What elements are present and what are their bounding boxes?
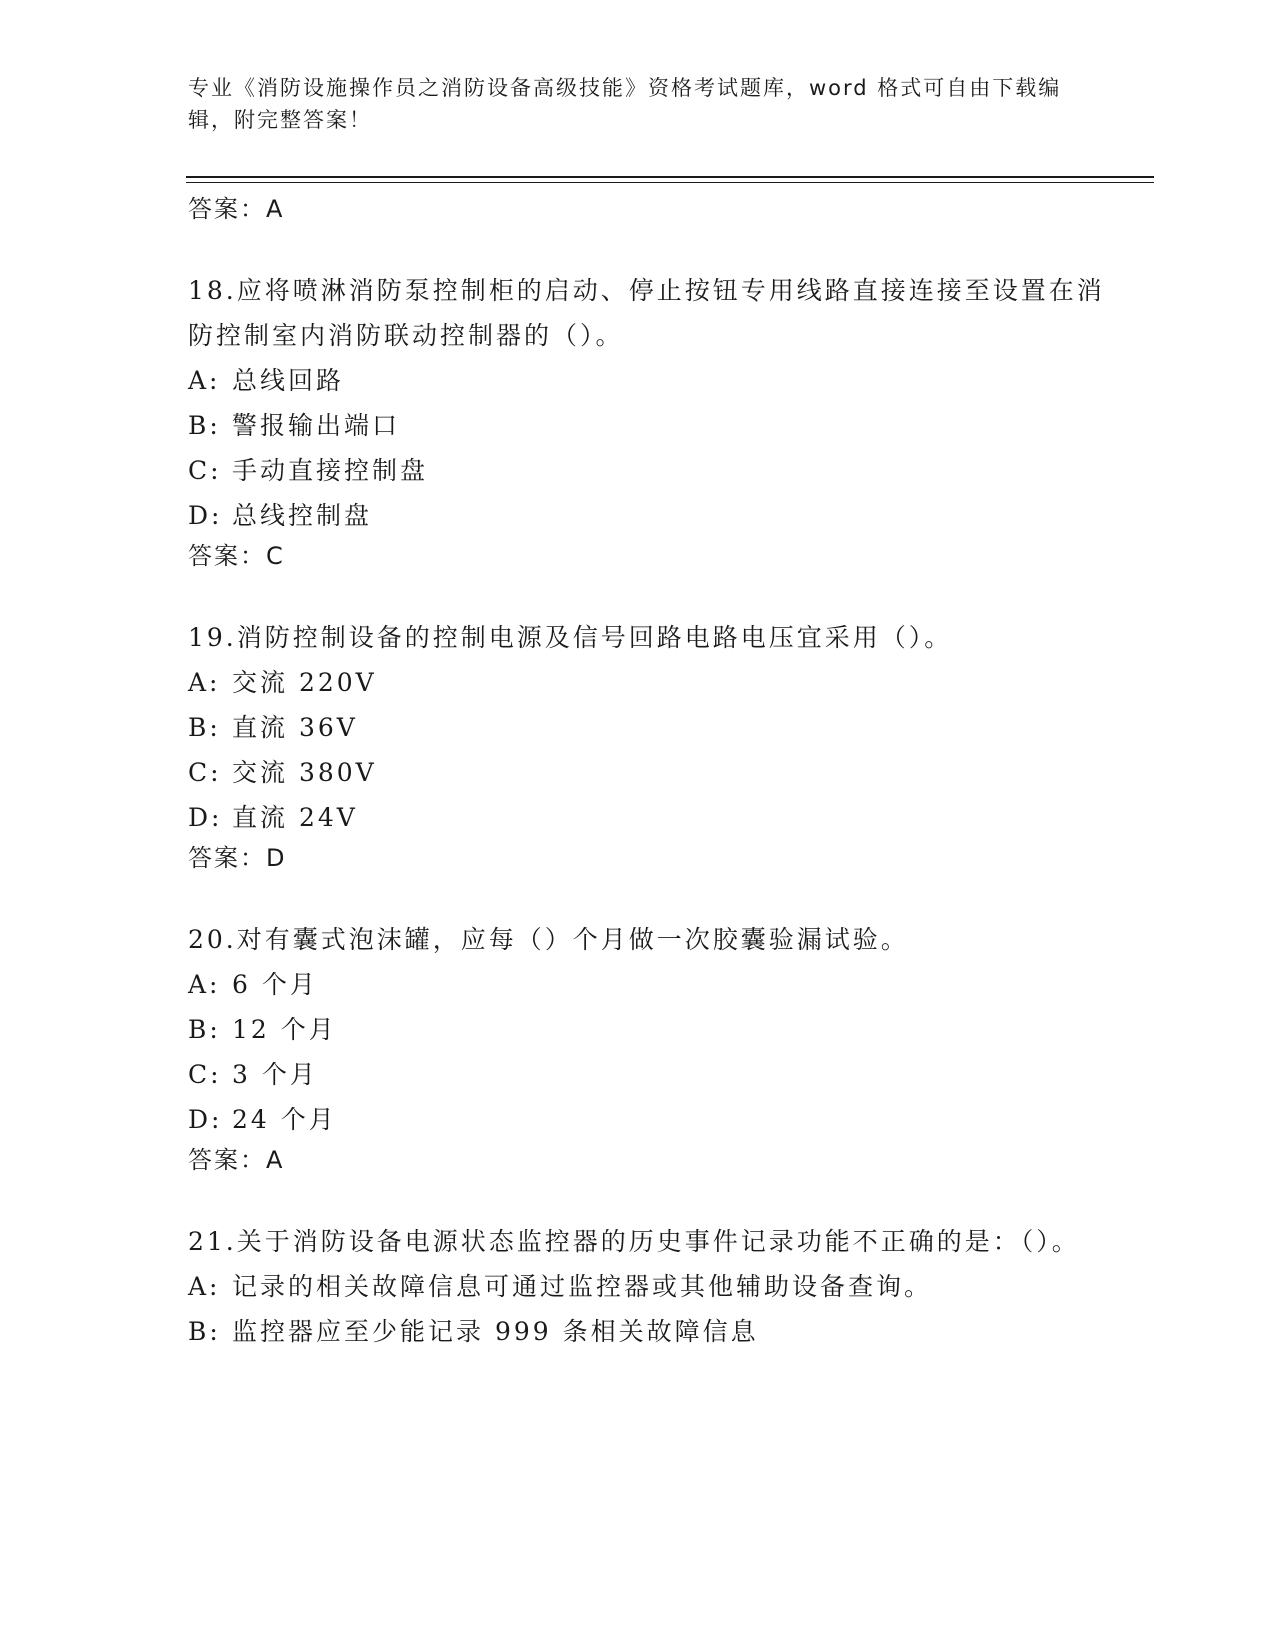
option-key: B: xyxy=(188,411,221,440)
option-key: C: xyxy=(188,456,222,485)
option-key: A: xyxy=(188,970,221,999)
option-a xyxy=(188,358,1108,403)
option-d xyxy=(188,493,1108,538)
option-d xyxy=(188,1097,1108,1142)
option-key: A: xyxy=(188,1272,221,1301)
option-key: C: xyxy=(188,1060,222,1089)
option-text: 记录的相关故障信息可通过监控器或其他辅助设备查询。 xyxy=(232,1272,933,1301)
question-block xyxy=(188,917,1108,1177)
answer-line: 答案：A xyxy=(188,195,285,223)
option-key: C: xyxy=(188,758,222,787)
question-stem: 19.消防控制设备的控制电源及信号回路电路电压宜采用（）。 xyxy=(188,623,953,652)
option-key: D: xyxy=(188,1105,223,1134)
option-key: B: xyxy=(188,713,221,742)
option-text: 交流 220V xyxy=(232,668,377,697)
option-text: 交流 380V xyxy=(232,758,377,787)
answer-line: 答案：D xyxy=(188,844,287,872)
answer-line: 答案：C xyxy=(188,542,285,570)
question-stem: 21.关于消防设备电源状态监控器的历史事件记录功能不正确的是：（）。 xyxy=(188,1227,1080,1256)
question-list xyxy=(188,192,1108,1354)
option-b xyxy=(188,705,1108,750)
option-d xyxy=(188,795,1108,840)
option-text: 直流 36V xyxy=(232,713,358,742)
page-header: 专业《消防设施操作员之消防设备高级技能》资格考试题库，word 格式可自由下载编辑，附完整答案！ xyxy=(188,76,1062,132)
answer-line: 答案：A xyxy=(188,1146,285,1174)
option-a xyxy=(188,1264,1108,1309)
question-stem: 20.对有囊式泡沫罐，应每（）个月做一次胶囊验漏试验。 xyxy=(188,925,909,954)
option-text: 总线回路 xyxy=(232,366,345,395)
option-key: B: xyxy=(188,1015,221,1044)
question-block xyxy=(188,1219,1108,1354)
option-key: B: xyxy=(188,1317,221,1346)
option-c xyxy=(188,750,1108,795)
option-key: A: xyxy=(188,668,221,697)
option-a xyxy=(188,660,1108,705)
question-block xyxy=(188,268,1108,573)
header-divider-thin xyxy=(186,182,1154,183)
option-text: 12 个月 xyxy=(232,1015,337,1044)
option-c xyxy=(188,1052,1108,1097)
option-text: 监控器应至少能记录 999 条相关故障信息 xyxy=(232,1317,759,1346)
question-stem: 18.应将喷淋消防泵控制柜的启动、停止按钮专用线路直接连接至设置在消防控制室内消防联动控制器的（）。 xyxy=(188,276,1105,350)
option-a xyxy=(188,962,1108,1007)
option-key: A: xyxy=(188,366,221,395)
option-c xyxy=(188,448,1108,493)
option-text: 24 个月 xyxy=(232,1105,337,1134)
option-text: 6 个月 xyxy=(232,970,318,999)
option-text: 3 个月 xyxy=(232,1060,318,1089)
option-text: 总线控制盘 xyxy=(232,501,373,530)
question-block xyxy=(188,615,1108,875)
option-b xyxy=(188,1309,1108,1354)
option-text: 手动直接控制盘 xyxy=(232,456,429,485)
header-divider-thick xyxy=(186,176,1154,178)
option-text: 直流 24V xyxy=(232,803,358,832)
option-text: 警报输出端口 xyxy=(232,411,401,440)
option-key: D: xyxy=(188,803,223,832)
option-b xyxy=(188,403,1108,448)
option-b xyxy=(188,1007,1108,1052)
option-key: D: xyxy=(188,501,223,530)
